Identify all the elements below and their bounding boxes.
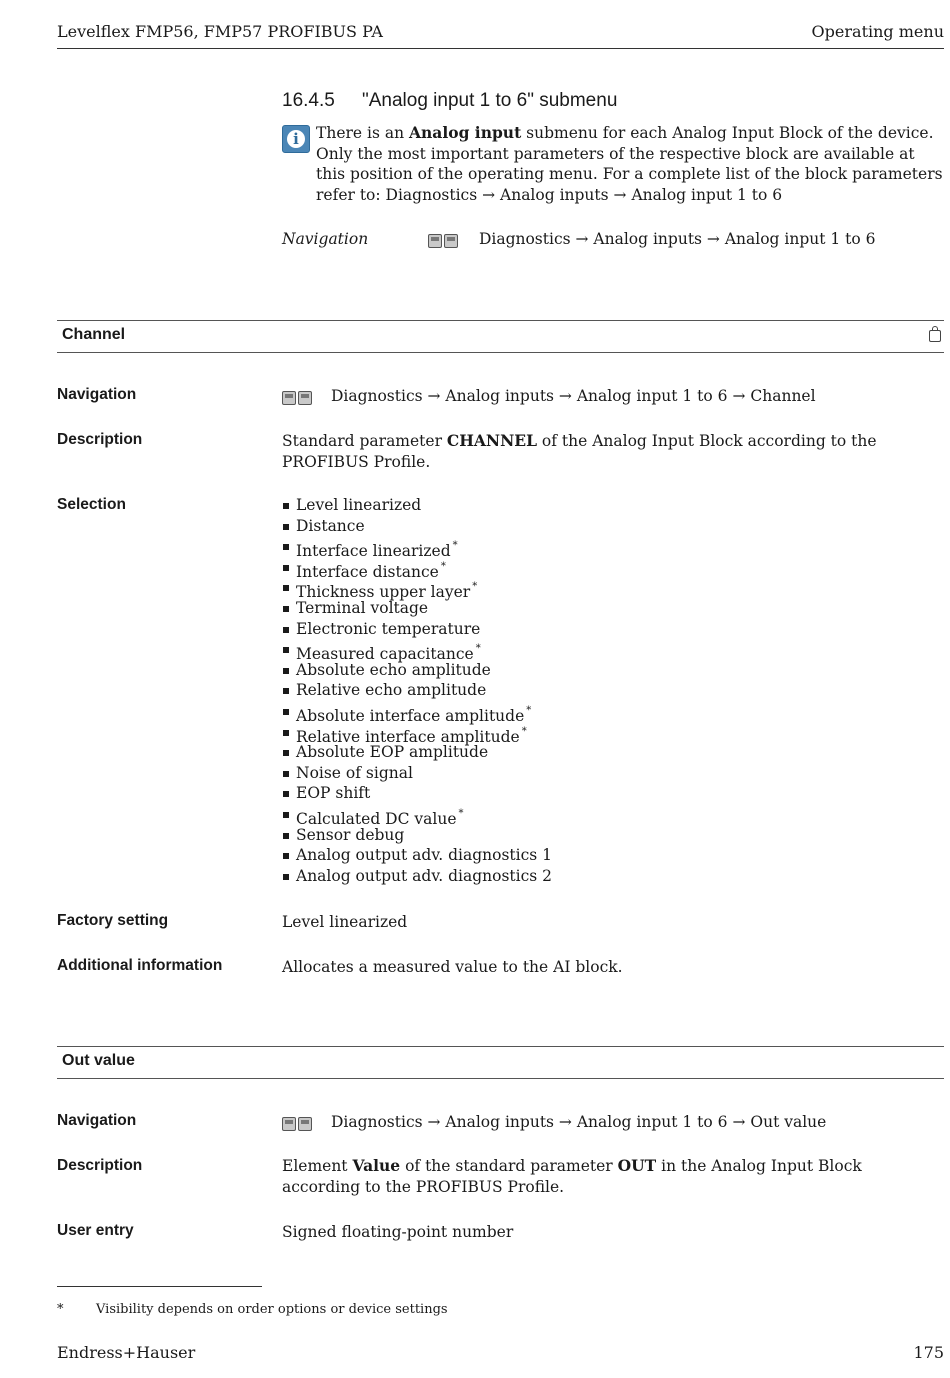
desc-bold: CHANNEL [446, 431, 537, 450]
outvalue-desc-label: Description [57, 1157, 143, 1174]
selection-item [282, 557, 942, 581]
desc-text-rest: in the Analog Input Block according to the PROFIBUS Profile. [282, 1157, 862, 1196]
section-number: 16.4.5 [282, 90, 335, 111]
visibility-asterisk: * [452, 540, 458, 552]
user-entry-label: User entry [57, 1222, 134, 1239]
selection-item-text: EOP shift [296, 784, 371, 803]
visibility-asterisk: * [521, 725, 527, 737]
selection-item [282, 516, 942, 537]
selection-item [282, 845, 942, 866]
channel-nav [282, 386, 942, 407]
selection-item-text: Sensor debug [296, 825, 405, 844]
selection-item [282, 639, 942, 664]
selection-item [282, 660, 942, 681]
channel-nav-label: Navigation [57, 386, 137, 403]
outvalue-rule-top [57, 1046, 944, 1047]
section-title: "Analog input 1 to 6" submenu [362, 90, 618, 111]
operating-tool-icons [282, 387, 314, 408]
submenu-nav-label: Navigation [282, 230, 369, 248]
selection-item-text: Analog output adv. diagnostics 2 [296, 866, 553, 885]
header-rule [57, 48, 944, 49]
desc-text: Standard parameter [282, 432, 447, 450]
outvalue-rule-bottom [57, 1078, 944, 1079]
visibility-asterisk: * [472, 581, 478, 593]
selection-item-text: Terminal voltage [296, 598, 429, 617]
desc-text: Element [282, 1157, 353, 1175]
channel-rule-bottom [57, 352, 944, 353]
operating-tool-icon [298, 391, 312, 405]
selection-item-text: Relative echo amplitude [296, 681, 487, 700]
factory-setting-label: Factory setting [57, 912, 169, 929]
outvalue-nav-label: Navigation [57, 1112, 137, 1129]
selection-item [282, 763, 942, 784]
channel-selection [282, 495, 942, 886]
additional-info-label: Additional information [57, 957, 223, 974]
selection-item [282, 825, 942, 846]
selection-item [282, 783, 942, 804]
header-section: Operating menu [811, 22, 944, 41]
selection-item-text: Absolute echo amplitude [296, 660, 491, 679]
selection-item-text: Absolute EOP amplitude [296, 743, 489, 762]
desc-text-mid: of the standard parameter [400, 1157, 618, 1175]
outvalue-description [282, 1156, 942, 1197]
footnote-rule [57, 1286, 262, 1287]
visibility-asterisk: * [440, 560, 446, 572]
selection-item [282, 536, 942, 561]
note-text: There is an [316, 124, 409, 142]
submenu-nav [428, 230, 876, 249]
channel-rule-top [57, 320, 944, 321]
display-icon [282, 1117, 296, 1131]
info-icon: i [282, 125, 310, 153]
outvalue-nav [282, 1112, 942, 1133]
display-icon [282, 391, 296, 405]
footnote-text: Visibility depends on order options or device settings [96, 1302, 448, 1317]
outvalue-title: Out value [62, 1052, 135, 1069]
section-heading [282, 90, 617, 112]
user-entry-value: Signed floating-point number [282, 1223, 514, 1241]
display-icon [428, 234, 442, 248]
selection-item [282, 495, 942, 516]
note-text-rest: submenu for each Analog Input Block of the device. Only the most important parameters of the respective block are available at this position of the operating menu. For a complete list of the block parameters refer to: Diagnostics → Analog inputs → Analog input 1 to 6 [316, 124, 943, 204]
additional-info-value: Allocates a measured value to the AI block. [282, 958, 623, 976]
selection-item-text: Interface distance [296, 562, 439, 581]
note-bold: Analog input [409, 123, 522, 142]
header-product: Levelflex FMP56, FMP57 PROFIBUS PA [57, 22, 383, 41]
visibility-asterisk: * [475, 643, 481, 655]
selection-item-text: Electronic temperature [296, 619, 481, 638]
submenu-nav-path: Diagnostics → Analog inputs → Analog input 1 to 6 [478, 230, 876, 248]
channel-description [282, 431, 942, 472]
info-note [316, 123, 946, 205]
selection-item [282, 701, 942, 725]
desc-text-rest: of the Analog Input Block according to the PROFIBUS Profile. [282, 432, 877, 471]
selection-item-text: Level linearized [296, 496, 422, 514]
selection-item-text: Measured capacitance [296, 645, 474, 664]
footer-company: Endress+Hauser [57, 1343, 196, 1362]
selection-item-text: Analog output adv. diagnostics 1 [296, 846, 553, 865]
selection-item-text: Distance [296, 516, 365, 535]
desc-bold-out: OUT [617, 1156, 657, 1175]
selection-item [282, 804, 942, 828]
visibility-asterisk: * [526, 704, 532, 716]
selection-item-text: Thickness upper layer [296, 583, 471, 602]
selection-item-text: Absolute interface amplitude [296, 706, 525, 725]
selection-item-text: Noise of signal [296, 763, 413, 782]
channel-title: Channel [62, 326, 126, 343]
selection-item [282, 722, 942, 746]
footnote-mark: * [57, 1302, 64, 1317]
selection-item [282, 619, 942, 640]
factory-setting-value: Level linearized [282, 913, 408, 931]
lock-icon [929, 330, 941, 342]
outvalue-nav-path: Diagnostics → Analog inputs → Analog input 1 to 6 → Out value [330, 1113, 827, 1131]
page-number: 175 [913, 1343, 944, 1362]
selection-item-text: Calculated DC value [296, 809, 457, 828]
desc-bold-value: Value [352, 1156, 401, 1175]
selection-item [282, 680, 942, 701]
operating-tool-icons [428, 231, 460, 249]
selection-item-text: Relative interface amplitude [296, 727, 520, 746]
visibility-asterisk: * [458, 807, 464, 819]
channel-nav-path: Diagnostics → Analog inputs → Analog input 1 to 6 → Channel [330, 387, 816, 405]
selection-list [282, 495, 942, 886]
operating-tool-icons [282, 1113, 314, 1134]
selection-item [282, 742, 942, 763]
selection-item [282, 866, 942, 887]
selection-item-text: Interface linearized [296, 542, 451, 561]
selection-item [282, 598, 942, 619]
operating-tool-icon [444, 234, 458, 248]
selection-item [282, 577, 942, 602]
channel-desc-label: Description [57, 431, 143, 448]
operating-tool-icon [298, 1117, 312, 1131]
channel-selection-label: Selection [57, 496, 126, 513]
